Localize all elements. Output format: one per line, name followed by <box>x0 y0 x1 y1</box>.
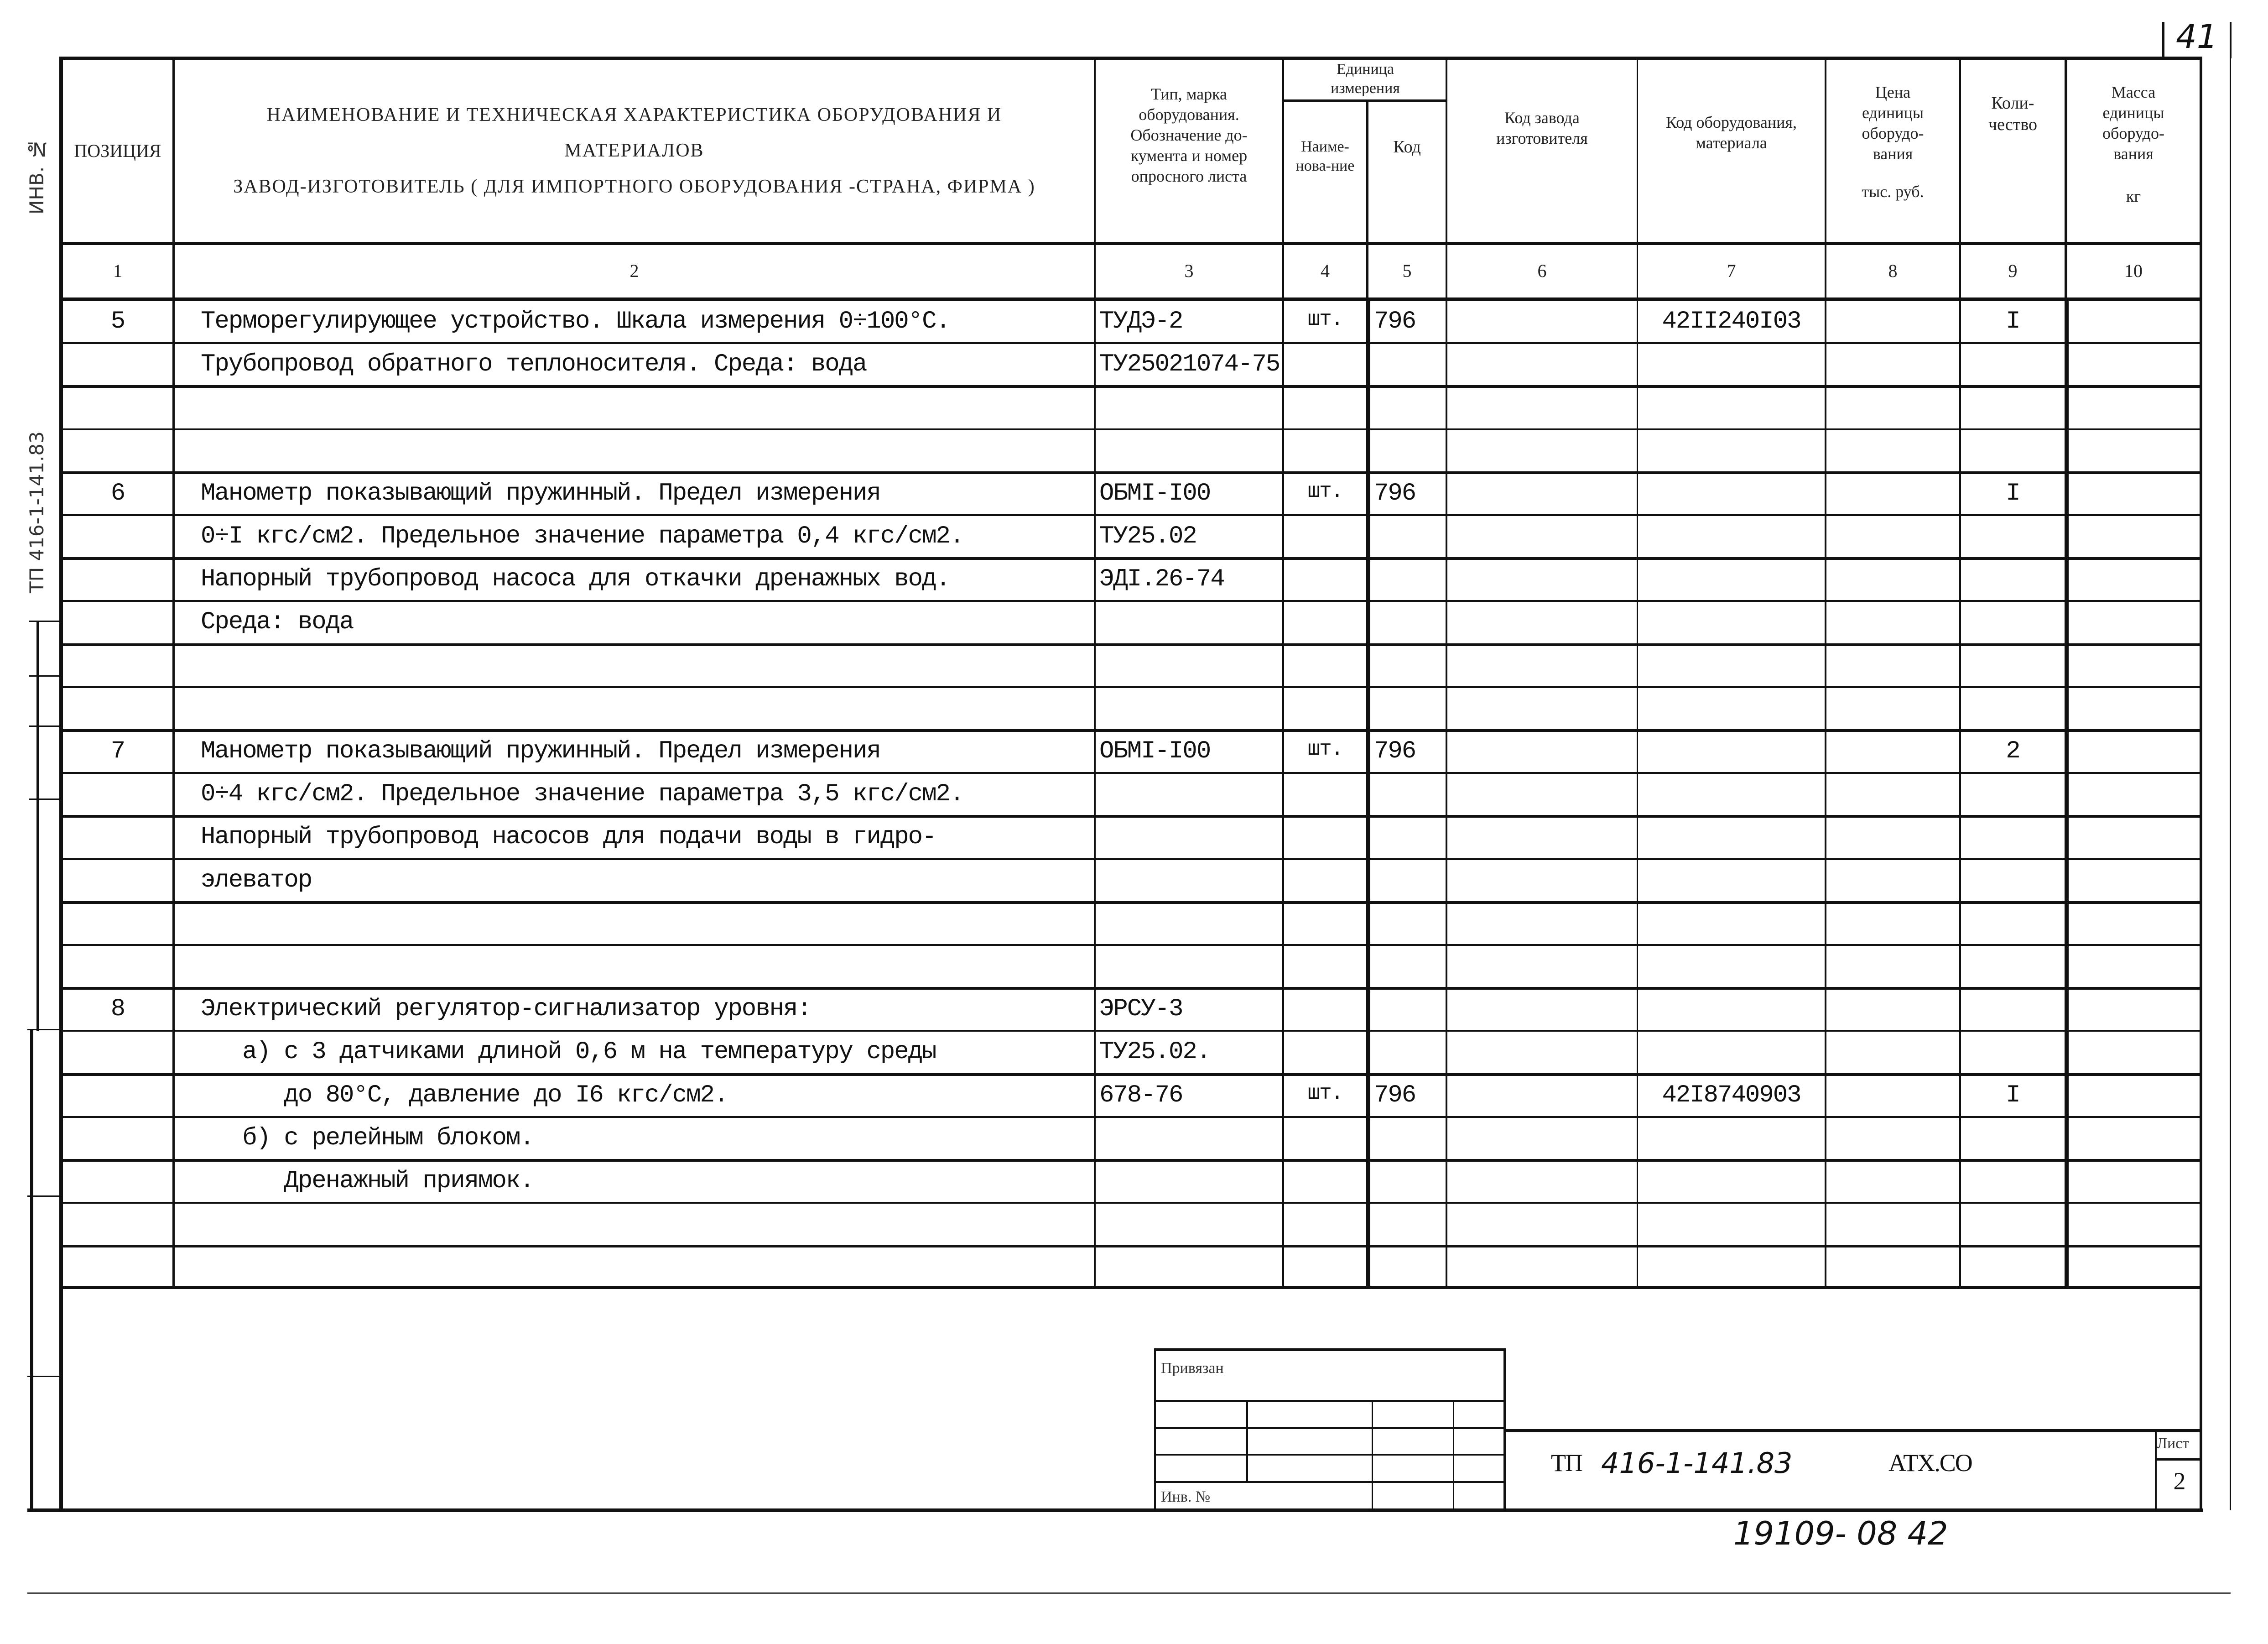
table-top-border <box>59 57 2201 60</box>
cell-qty: I <box>2006 308 2020 335</box>
cell-qty: I <box>2006 480 2020 507</box>
row-divider <box>59 1073 2201 1076</box>
col-divider <box>1446 57 1447 1288</box>
table-left-border <box>59 57 63 1512</box>
margin-stamp-line <box>27 1029 61 1030</box>
cell-type: ОБМI-I00 <box>1099 737 1211 765</box>
attached-label: Привязан <box>1161 1360 1224 1377</box>
col-divider <box>1094 57 1096 1288</box>
cell-code: 796 <box>1374 308 1416 335</box>
row-divider <box>59 557 2201 560</box>
stamp-col-line <box>1453 1401 1454 1510</box>
cell-code: 796 <box>1374 480 1416 507</box>
cell-pos: 6 <box>110 480 125 507</box>
cell-type: 678-76 <box>1099 1081 1183 1109</box>
row-divider <box>59 471 2201 474</box>
cell-type: ТУ25.02 <box>1099 522 1196 550</box>
row-divider <box>59 815 2201 818</box>
doc-code: АТХ.СО <box>1888 1449 1972 1477</box>
cell-pos: 8 <box>110 995 125 1023</box>
doc-prefix: ТП <box>1551 1449 1582 1477</box>
margin-stamp-line <box>27 1376 61 1377</box>
column-number: 8 <box>1888 261 1898 281</box>
row-divider <box>59 1116 2201 1118</box>
row-divider <box>59 686 2201 688</box>
header-position: ПОЗИЦИЯ <box>74 140 161 161</box>
archive-number: 19109- 08 42 <box>1733 1515 1948 1552</box>
cell-equip-code: 42II240I03 <box>1662 308 1801 335</box>
cell-name: до 80°С, давление до I6 кгс/см2. <box>201 1081 728 1109</box>
cell-equip-code: 42I8740903 <box>1662 1081 1801 1109</box>
colnum-bottom-border <box>59 297 2201 301</box>
bold-frame-right <box>2065 299 2069 1289</box>
cell-unit: шт. <box>1307 737 1343 761</box>
cell-qty: I <box>2006 1081 2020 1109</box>
cell-name: Напорный трубопровод насосов для подачи воды в гидро- <box>201 823 936 851</box>
stamp-top <box>1154 1348 1505 1351</box>
cell-type: ТУ25.02. <box>1099 1038 1211 1066</box>
column-number: 3 <box>1184 261 1194 281</box>
header-name-line2: МАТЕРИАЛОВ <box>564 140 704 162</box>
cell-qty: 2 <box>2006 737 2020 765</box>
table-right-border <box>2200 57 2202 1289</box>
margin-stamp-line <box>29 621 61 622</box>
margin-text-mid: ТП 416-1-141.83 <box>26 431 48 593</box>
stamp-col-line <box>1246 1401 1248 1483</box>
row-divider <box>59 1159 2201 1162</box>
header-unit-name: Наиме-нова-ние <box>1295 138 1355 174</box>
cell-type: ТУДЭ-2 <box>1099 308 1183 335</box>
row-divider <box>59 428 2201 430</box>
header-type: Тип, марка оборудования. Обозначение до-кумента и номер опросного листа <box>1130 84 1248 185</box>
margin-stamp-line <box>29 799 61 800</box>
row-divider <box>59 772 2201 774</box>
row-divider <box>59 342 2201 344</box>
cell-name: а) с 3 датчиками длиной 0,6 м на температуру среды <box>201 1038 936 1066</box>
cell-unit: шт. <box>1307 480 1343 503</box>
bold-frame-left <box>1366 299 1370 1289</box>
margin-stamp-line <box>27 1195 61 1197</box>
cell-code: 796 <box>1374 1081 1416 1109</box>
stamp-col-line <box>1372 1401 1373 1510</box>
cell-name: Среда: вода <box>201 608 354 636</box>
cell-type: ЭРСУ-3 <box>1099 995 1183 1023</box>
cell-name: Электрический регулятор-сигнализатор уровня: <box>201 995 811 1023</box>
margin-stamp-line <box>29 675 61 677</box>
header-quantity: Коли-чество <box>1988 93 2038 134</box>
sheet-cell-divider <box>2155 1458 2201 1461</box>
header-bottom-border <box>59 242 2201 245</box>
sheet-label: Лист <box>2157 1435 2190 1452</box>
row-divider <box>59 385 2201 388</box>
row-divider <box>59 858 2201 860</box>
header-unit-code: Код <box>1393 137 1421 157</box>
column-number: 5 <box>1402 261 1412 281</box>
margin-stamp-line <box>29 725 61 727</box>
stamp-left <box>1154 1348 1156 1510</box>
cell-pos: 7 <box>110 737 125 765</box>
margin-stamp-line <box>30 1029 33 1510</box>
page-number: 41 <box>2176 17 2218 56</box>
row-divider <box>59 643 2201 646</box>
cell-name: Терморегулирующее устройство. Шкала измерения 0÷100°С. <box>201 308 950 335</box>
page-number-box-border <box>2162 22 2164 58</box>
header-price: Цена единицы оборудо-вания <box>1862 83 1924 163</box>
header-name <box>175 60 1094 242</box>
column-number: 4 <box>1321 261 1330 281</box>
header-mass: Масса единицы оборудо-вания <box>2102 83 2164 163</box>
cell-name: 0÷I кгс/см2. Предельное значение параметра 0,4 кгс/см2. <box>201 522 964 550</box>
column-number: 6 <box>1537 261 1547 281</box>
doc-number: 416-1-141.83 <box>1601 1446 1793 1480</box>
row-divider <box>59 944 2201 946</box>
column-number: 9 <box>2008 261 2018 281</box>
header-mfr-code: Код завода изготовителя <box>1496 109 1588 147</box>
row-divider <box>59 987 2201 990</box>
row-divider <box>59 1030 2201 1032</box>
column-number: 7 <box>1727 261 1736 281</box>
cell-pos: 5 <box>110 308 125 335</box>
header-equip-code: Код оборудования, материала <box>1666 113 1797 152</box>
cell-name: элеватор <box>201 866 312 894</box>
row-divider <box>59 901 2201 904</box>
cell-code: 796 <box>1374 737 1416 765</box>
header-mass-unit: кг <box>2126 187 2141 205</box>
table-body-bottom <box>59 1286 2201 1289</box>
cell-name: Манометр показывающий пружинный. Предел измерения <box>201 480 880 507</box>
sheet-number: 2 <box>2173 1467 2185 1495</box>
inventory-number-label: Инв. № <box>1161 1488 1211 1505</box>
cell-name: Дренажный приямок. <box>201 1167 534 1195</box>
sheet-bottom-border <box>27 1508 2203 1512</box>
page-number-box-border <box>2230 22 2232 58</box>
col-divider <box>1825 57 1826 1288</box>
cell-name: Манометр показывающий пружинный. Предел измерения <box>201 737 880 765</box>
cell-type: ТУ25021074-75 <box>1099 350 1280 378</box>
cell-unit: шт. <box>1307 1081 1343 1105</box>
cell-name: б) с релейным блоком. <box>201 1124 534 1152</box>
margin-stamp-line <box>36 621 39 1031</box>
column-number: 2 <box>629 261 639 281</box>
cell-name: 0÷4 кгс/см2. Предельное значение параметра 3,5 кгс/см2. <box>201 780 964 808</box>
cell-type: ЭДI.26-74 <box>1099 565 1224 593</box>
row-divider <box>59 600 2201 602</box>
header-unit-group: Единица измерения <box>1331 60 1400 97</box>
column-number: 1 <box>113 261 122 281</box>
column-number: 10 <box>2124 261 2143 281</box>
row-divider <box>59 729 2201 732</box>
header-name-line1: НАИМЕНОВАНИЕ И ТЕХНИЧЕСКАЯ ХАРАКТЕРИСТИКА ОБОРУДОВАНИЯ И <box>266 104 1002 125</box>
row-divider <box>59 1245 2201 1247</box>
cell-unit: шт. <box>1307 308 1343 331</box>
row-divider <box>59 514 2201 516</box>
page-bottom-line <box>27 1592 2231 1594</box>
cell-name: Напорный трубопровод насоса для откачки дренажных вод. <box>201 565 950 593</box>
designation-top <box>1503 1429 2201 1432</box>
header-price-unit: тыс. руб. <box>1862 182 1924 201</box>
row-divider <box>59 1202 2201 1204</box>
cell-name: Трубопровод обратного теплоносителя. Среда: вода <box>201 350 867 378</box>
margin-text-top: ИНВ. № <box>26 138 48 214</box>
cell-type: ОБМI-I00 <box>1099 480 1211 507</box>
header-name-line3: ЗАВОД-ИЗГОТОВИТЕЛЬ ( ДЛЯ ИМПОРТНОГО ОБОРУДОВАНИЯ -СТРАНА, ФИРМА ) <box>233 176 1035 197</box>
right-border <box>2230 58 2231 1510</box>
